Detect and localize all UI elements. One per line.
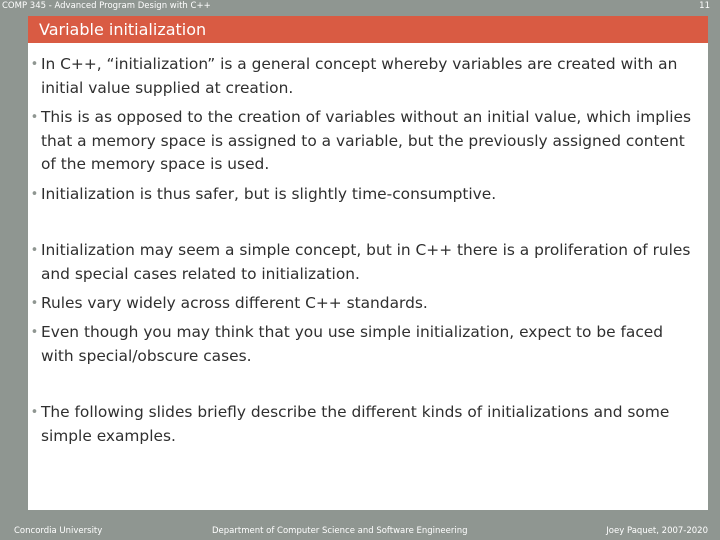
- bullet-text: This is as opposed to the creation of variables without an initial value, which implies that a memory space is assigned to a variable, but the previously assigned content of the memory space is used.: [41, 108, 692, 173]
- bullet-marker: •: [30, 243, 39, 258]
- bullet-marker: •: [30, 296, 39, 311]
- course-title: COMP 345 - Advanced Program Design with C++: [2, 1, 211, 11]
- page-number: 11: [699, 1, 710, 11]
- bullet-text: Rules vary widely across different C++ standards.: [41, 294, 428, 312]
- bullet-item: [28, 321, 698, 368]
- bullet-item: [28, 401, 698, 448]
- bullet-item: [28, 292, 698, 316]
- slide-content: [28, 43, 708, 510]
- footer-department: Department of Computer Science and Software Engineering: [212, 526, 468, 536]
- bullet-text: Initialization is thus safer, but is slightly time-consumptive.: [41, 185, 497, 203]
- title-bar: [28, 16, 708, 43]
- bullet-marker: •: [30, 405, 39, 420]
- bullet-marker: •: [30, 57, 39, 72]
- bullet-text: In C++, “initialization” is a general concept whereby variables are created with an initial value supplied at creation.: [41, 55, 678, 97]
- slide-header: [0, 0, 720, 14]
- bullet-marker: •: [30, 110, 39, 125]
- bullet-marker: •: [30, 325, 39, 340]
- bullet-item: [28, 106, 698, 177]
- slide-footer: [0, 524, 720, 540]
- bullet-text: The following slides briefly describe the different kinds of initializations and some simple examples.: [41, 403, 670, 445]
- bullet-marker: •: [30, 187, 39, 202]
- bullet-item: [28, 239, 698, 286]
- bullet-text: Even though you may think that you use simple initialization, expect to be faced with special/obscure cases.: [41, 323, 664, 365]
- bullet-item: [28, 183, 698, 207]
- footer-author: Joey Paquet, 2007-2020: [606, 526, 708, 536]
- slide-title: Variable initialization: [39, 20, 207, 39]
- bullet-item: [28, 53, 698, 100]
- footer-university: Concordia University: [14, 526, 103, 536]
- bullet-text: Initialization may seem a simple concept, but in C++ there is a proliferation of rules and special cases related to initialization.: [41, 241, 691, 283]
